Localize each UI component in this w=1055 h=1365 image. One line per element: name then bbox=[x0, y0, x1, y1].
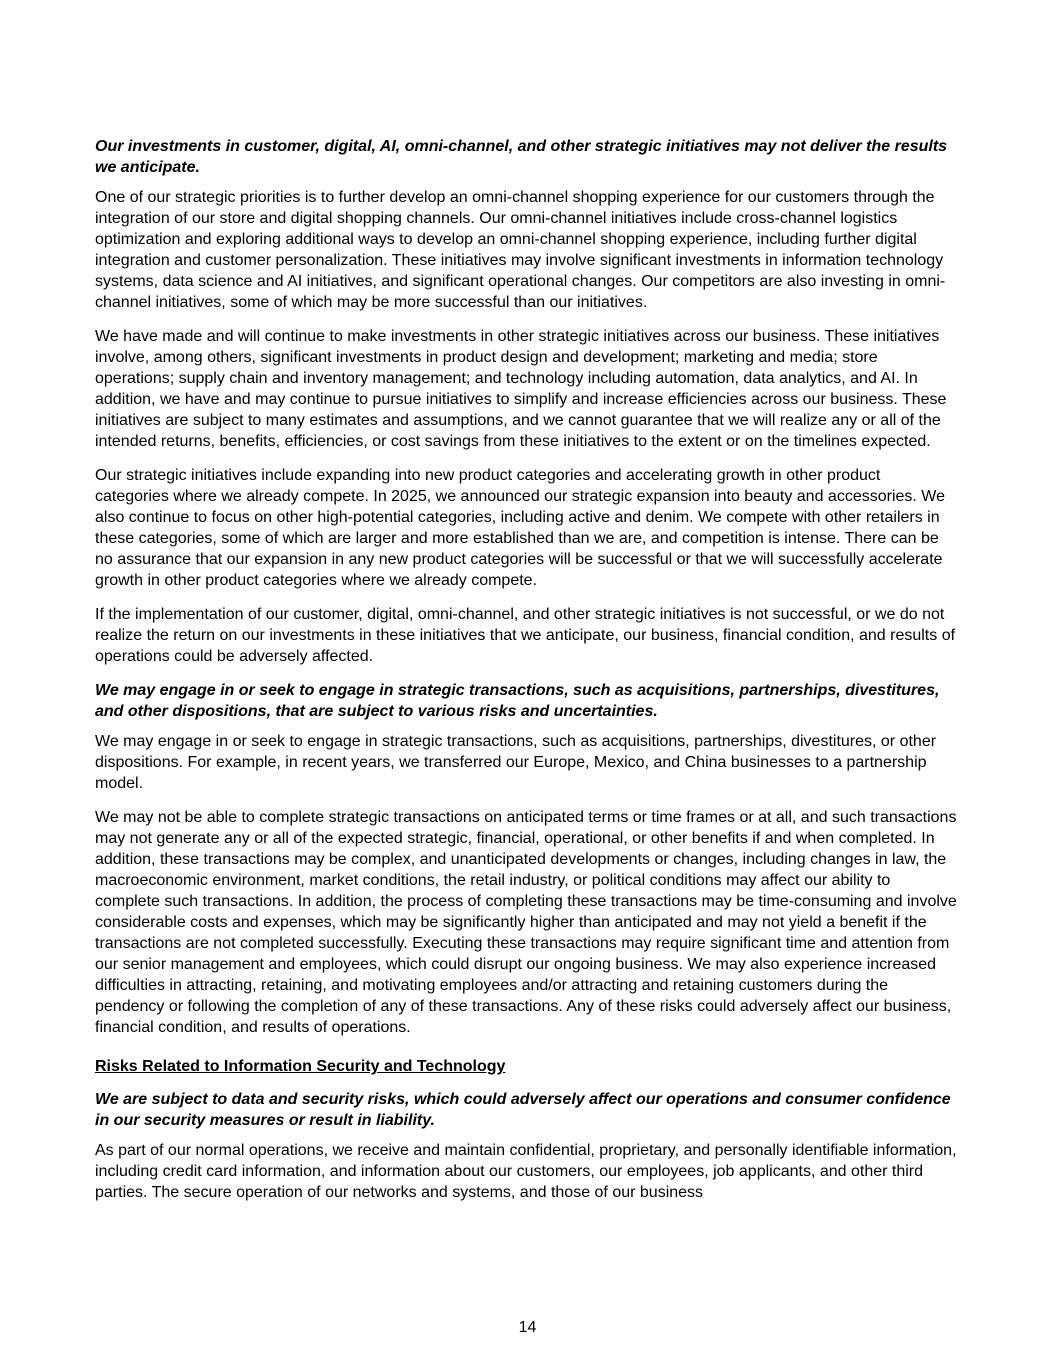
risk-factors-content bbox=[95, 136, 957, 1203]
section-heading-information-security: Risks Related to Information Security and Technology bbox=[95, 1058, 506, 1075]
paragraph-implementation-risk: If the implementation of our customer, digital, omni-channel, and other strategic initiatives is not successful, or we do not realize the return on our investments in these initiatives that we anticipate, our business, financial condition, and results of operations could be adversely affected. bbox=[95, 606, 956, 665]
paragraph-new-categories: Our strategic initiatives include expanding into new product categories and accelerating growth in other product categories where we already compete. In 2025, we announced our strategic expansion into beauty and accessories. We also continue to focus on other high-potential categories, including active and denim. We compete with other retailers in these categories, some of which are larger and more established than we are, and competition is intense. There can be no assurance that our expansion in any new product categories will be successful or that we will successfully accelerate growth in other product categories where we already compete. bbox=[95, 467, 945, 589]
page-footer bbox=[0, 1317, 1055, 1338]
paragraph-data-security: As part of our normal operations, we receive and maintain confidential, proprietary, and personally identifiable information, including credit card information, and information about our customers, our employees, job applicants, and other third parties. The secure operation of our networks and systems, and those of our business bbox=[95, 1142, 957, 1201]
page-number: 14 bbox=[518, 1319, 537, 1336]
risk-heading-strategic-initiatives: Our investments in customer, digital, AI, omni-channel, and other strategic initiatives may not deliver the results we anticipate. bbox=[95, 138, 948, 176]
paragraph-omni-channel: One of our strategic priorities is to further develop an omni-channel shopping experience for our customers through the integration of our store and digital shopping channels. Our omni-channel initiatives include cross-channel logistics optimization and exploring additional ways to develop an omni-channel shopping experience, including further digital integration and customer personalization. These initiatives may involve significant investments in information technology systems, data science and AI initiatives, and significant operational changes. Our competitors are also investing in omni-channel initiatives, some of which may be more successful than our initiatives. bbox=[95, 189, 946, 311]
risk-heading-strategic-transactions: We may engage in or seek to engage in strategic transactions, such as acquisitions, partnerships, divestitures, and other dispositions, that are subject to various risks and uncertainties. bbox=[95, 682, 940, 720]
paragraph-other-initiatives: We have made and will continue to make investments in other strategic initiatives across our business. These initiatives involve, among others, significant investments in product design and development; marketing and media; store operations; supply chain and inventory management; and technology including automation, data analytics, and AI. In addition, we have and may continue to pursue initiatives to simplify and increase efficiencies across our business. These initiatives are subject to many estimates and assumptions, and we cannot guarantee that we will realize any or all of the intended returns, benefits, efficiencies, or cost savings from these initiatives to the extent or on the timelines expected. bbox=[95, 328, 947, 450]
risk-heading-data-security: We are subject to data and security risks, which could adversely affect our operations and consumer confidence in our security measures or result in liability. bbox=[95, 1091, 951, 1129]
paragraph-transactions-risks: We may not be able to complete strategic transactions on anticipated terms or time frames or at all, and such transactions may not generate any or all of the expected strategic, financial, operational, or other benefits if and when completed. In addition, these transactions may be complex, and unanticipated developments or changes, including changes in law, the macroeconomic environment, market conditions, the retail industry, or political conditions may affect our ability to complete such transactions. In addition, the process of completing these transactions may be time-consuming and involve considerable costs and expenses, which may be significantly higher than anticipated and may not yield a benefit if the transactions are not completed successfully. Executing these transactions may require significant time and attention from our senior management and employees, which could disrupt our ongoing business. We may also experience increased difficulties in attracting, retaining, and motivating employees and/or attracting and retaining customers during the pendency or following the completion of any of these transactions. Any of these risks could adversely affect our business, financial condition, and results of operations. bbox=[95, 809, 957, 1036]
paragraph-transactions-examples: We may engage in or seek to engage in strategic transactions, such as acquisitions, partnerships, divestitures, or other dispositions. For example, in recent years, we transferred our Europe, Mexico, and China businesses to a partnership model. bbox=[95, 733, 937, 792]
